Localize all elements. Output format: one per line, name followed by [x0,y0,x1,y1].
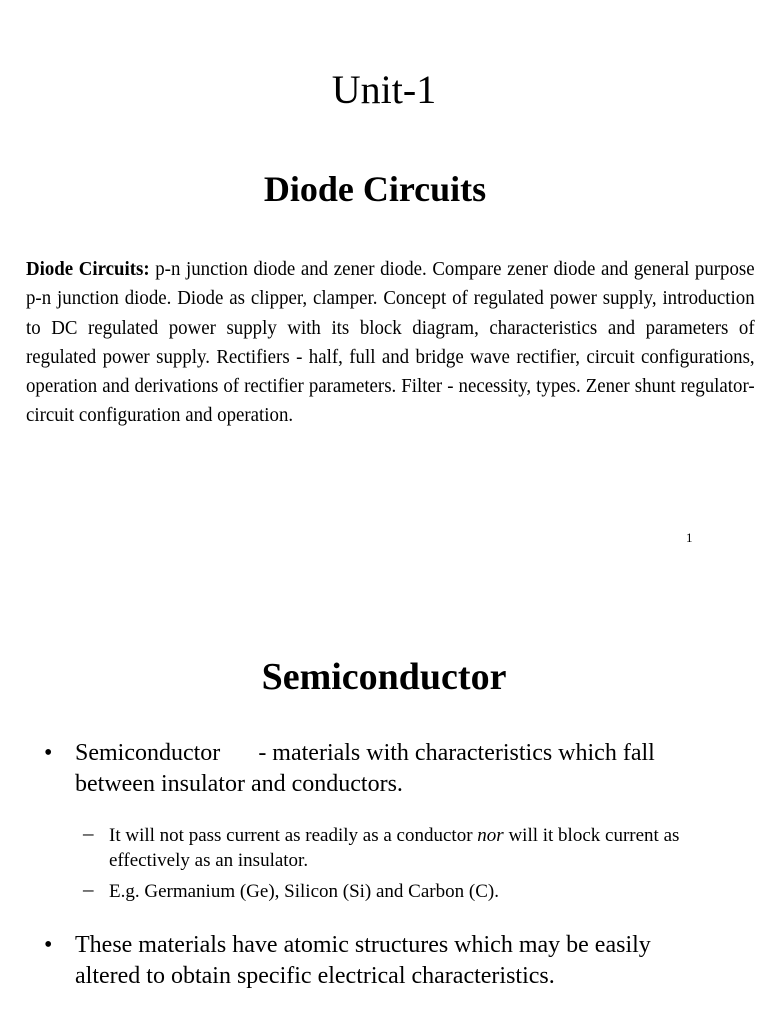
sub-bullet-text [109,823,683,873]
bullet-definition: - materials with characteristics which fall between insulator and conductors. [75,740,655,797]
syllabus-paragraph [26,255,755,431]
bullet-item [44,738,684,800]
page-number: 1 [686,530,693,545]
bullet-text [75,738,684,800]
sub-text-emphasis: nor [477,825,504,846]
slide-title: Semiconductor [261,656,507,698]
syllabus-lead: Diode Circuits: [26,258,150,280]
bullet-term: Semiconductor [75,740,221,766]
sub-text-before: It will not pass current as readily as a conductor [109,825,478,846]
slide-semiconductor [0,580,768,1024]
dash-icon: – [83,821,94,845]
bullet-icon: • [44,740,53,766]
sub-bullet-text: E.g. Germanium (Ge), Silicon (Si) and Carbon (C). [109,881,499,902]
sub-text-after: will it block current as effectively as an insulator. [109,825,680,871]
unit-title: Unit-1 [331,67,437,112]
dash-icon: – [83,877,94,901]
sub-bullet-item [83,879,683,904]
bullet-icon: • [44,932,53,958]
section-title: Diode Circuits [263,169,487,209]
bullet-item [44,930,684,992]
syllabus-body: p-n junction diode and zener diode. Compare zener diode and general purpose p-n junction diode. Diode as clipper, clamper. Concept of regulated power supply, introduction to DC regulated power supply with its block diagram, characteristics and parameters of regulated power supply. Rectifiers - half, full and bridge wave rectifier, circuit configurations, operation and derivations of rectifier parameters. Filter - necessity, types. Zener shunt regulator- circuit configuration and operation. [26,258,755,427]
bullet-text: These materials have atomic structures which may be easily altered to obtain specific electrical characteristics. [75,932,651,989]
sub-bullet-item [83,823,683,873]
